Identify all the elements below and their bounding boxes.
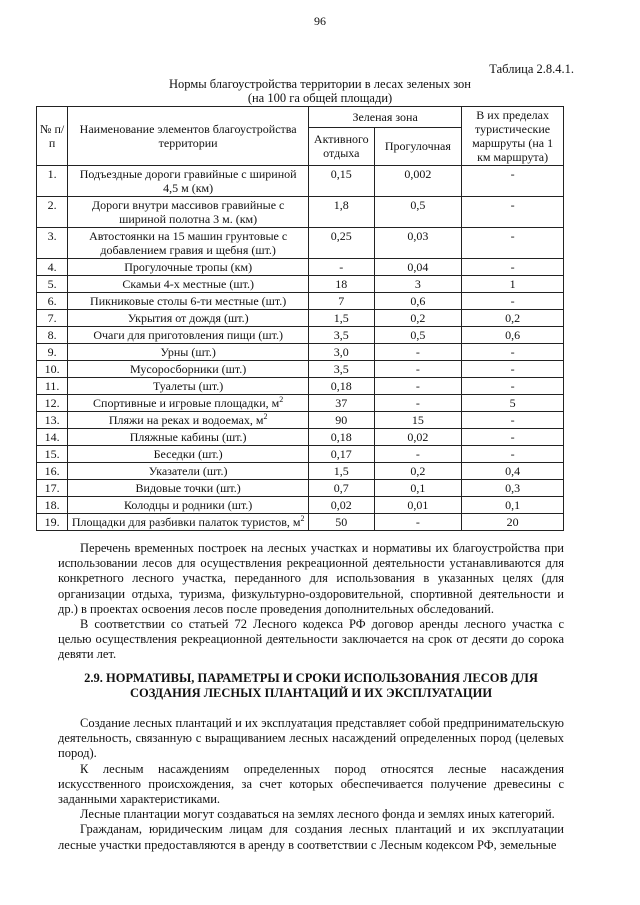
row-walking-cell-text: 0,002 xyxy=(404,167,432,181)
table-subtitle-line: (на 100 га общей площади) xyxy=(247,91,393,105)
table-row xyxy=(37,276,564,293)
table-row xyxy=(37,259,564,276)
row-name-cell-text: Укрытия от дождя (шт.) xyxy=(127,311,249,325)
row-active-cell-text: 90 xyxy=(335,413,348,427)
row-num-cell xyxy=(37,344,68,361)
row-num-cell-text: 14. xyxy=(44,430,60,444)
row-name-cell xyxy=(68,514,309,531)
row-routes-cell-text: 0,3 xyxy=(505,481,521,495)
row-num-cell-text: 15. xyxy=(44,447,60,461)
row-walking-cell xyxy=(374,293,462,310)
row-routes-cell xyxy=(462,497,564,514)
row-active-cell-text: 0,25 xyxy=(330,229,352,243)
row-routes-cell-text: 0,1 xyxy=(505,498,521,512)
row-name-cell-text: Туалеты (шт.) xyxy=(153,379,224,393)
row-routes-cell-text: - xyxy=(510,413,515,427)
paragraph-text: В соответствии со статьей 72 Лесного кодекса РФ договор аренды лесного участка с целью осуществления рекреационной деятельности заключается на срок от десяти до сорока девяти лет. xyxy=(58,617,564,662)
row-num-cell-text: 3. xyxy=(47,229,57,243)
page-number: 96 xyxy=(314,14,326,28)
header-active: Активного отдыха xyxy=(309,127,374,165)
row-walking-cell-text: 0,5 xyxy=(410,198,426,212)
row-name-cell-text: Пляжные кабины (шт.) xyxy=(129,430,247,444)
row-active-cell-text: 0,17 xyxy=(330,447,352,461)
row-num-cell-text: 16. xyxy=(44,464,60,478)
row-active-cell xyxy=(309,361,374,378)
row-routes-cell xyxy=(462,446,564,463)
row-name-cell xyxy=(68,463,309,480)
row-routes-cell-text: 0,6 xyxy=(505,328,521,342)
row-walking-cell-text: 0,04 xyxy=(407,260,429,274)
row-num-cell-text: 5. xyxy=(47,277,57,291)
row-walking-cell xyxy=(374,327,462,344)
row-active-cell-text: 3,5 xyxy=(333,328,349,342)
row-num-cell xyxy=(37,276,68,293)
row-routes-cell-text: - xyxy=(510,167,515,181)
row-num-cell-text: 8. xyxy=(47,328,57,342)
row-routes-cell xyxy=(462,361,564,378)
row-active-cell-text: 3,5 xyxy=(333,362,349,376)
row-walking-cell-text: 0,03 xyxy=(407,229,429,243)
superscript: 2 xyxy=(279,395,284,404)
table-row xyxy=(37,166,564,197)
row-num-cell xyxy=(37,463,68,480)
row-routes-cell xyxy=(462,293,564,310)
row-routes-cell-text: - xyxy=(510,345,515,359)
header-name: Наименование элементов благоустройства территории xyxy=(68,107,309,166)
row-routes-cell-text: - xyxy=(510,430,515,444)
table-body xyxy=(37,166,564,531)
paragraph-text: Лесные плантации могут создаваться на землях лесного фонда и землях иных категорий. xyxy=(80,807,555,822)
table-row xyxy=(37,361,564,378)
row-num-cell xyxy=(37,293,68,310)
row-num-cell xyxy=(37,197,68,228)
row-name-cell-text: Дороги внутри массивов гравийные с шириной полотна 3 м. (км) xyxy=(91,198,285,226)
row-name-cell xyxy=(68,293,309,310)
row-name-cell xyxy=(68,446,309,463)
row-num-cell-text: 17. xyxy=(44,481,60,495)
row-routes-cell xyxy=(462,378,564,395)
row-walking-cell xyxy=(374,228,462,259)
row-walking-cell-text: 0,6 xyxy=(410,294,426,308)
row-active-cell xyxy=(309,259,374,276)
row-walking-cell xyxy=(374,276,462,293)
row-name-cell xyxy=(68,276,309,293)
table-row xyxy=(37,310,564,327)
row-active-cell xyxy=(309,166,374,197)
row-walking-cell xyxy=(374,166,462,197)
row-walking-cell-text: 0,5 xyxy=(410,328,426,342)
row-active-cell-text: 0,18 xyxy=(330,379,352,393)
row-num-cell xyxy=(37,514,68,531)
row-routes-cell xyxy=(462,310,564,327)
row-num-cell-text: 7. xyxy=(47,311,57,325)
norms-table xyxy=(36,106,564,531)
row-walking-cell-text: - xyxy=(415,447,420,461)
row-routes-cell xyxy=(462,228,564,259)
row-routes-cell xyxy=(462,276,564,293)
row-num-cell-text: 19. xyxy=(44,515,60,529)
row-name-cell xyxy=(68,429,309,446)
row-num-cell-text: 11. xyxy=(44,379,60,393)
row-walking-cell-text: 0,1 xyxy=(410,481,426,495)
row-name-cell-text: Колодцы и родники (шт.) xyxy=(123,498,253,512)
row-name-cell xyxy=(68,259,309,276)
row-num-cell-text: 12. xyxy=(44,396,60,410)
row-walking-cell-text: 0,2 xyxy=(410,464,426,478)
row-walking-cell xyxy=(374,395,462,412)
row-routes-cell xyxy=(462,514,564,531)
row-active-cell xyxy=(309,480,374,497)
row-active-cell xyxy=(309,429,374,446)
row-walking-cell-text: - xyxy=(415,515,420,529)
row-num-cell xyxy=(37,412,68,429)
row-name-cell-text: Автостоянки на 15 машин грунтовые с добавлением гравия и щебня (шт.) xyxy=(89,229,288,257)
row-walking-cell xyxy=(374,446,462,463)
table-row xyxy=(37,497,564,514)
row-active-cell xyxy=(309,327,374,344)
row-num-cell xyxy=(37,378,68,395)
row-walking-cell xyxy=(374,197,462,228)
row-routes-cell xyxy=(462,395,564,412)
row-name-cell xyxy=(68,327,309,344)
row-active-cell xyxy=(309,514,374,531)
table-row xyxy=(37,412,564,429)
row-name-cell xyxy=(68,228,309,259)
row-active-cell-text: - xyxy=(339,260,344,274)
row-num-cell xyxy=(37,446,68,463)
row-walking-cell xyxy=(374,344,462,361)
table-row xyxy=(37,514,564,531)
row-walking-cell-text: 3 xyxy=(414,277,421,291)
row-walking-cell-text: 0,01 xyxy=(407,498,429,512)
header-walking: Прогулочная xyxy=(374,127,462,165)
row-active-cell xyxy=(309,412,374,429)
row-name-cell-text: Подъездные дороги гравийные с шириной 4,5 м (км) xyxy=(79,167,297,195)
row-routes-cell-text: 1 xyxy=(509,277,516,291)
paragraph-text: К лесным насаждениям определенных пород относятся лесные насаждения искусственного происхождения, за счет которых обеспечивается получение древесины с заданными характеристиками. xyxy=(58,761,564,807)
row-active-cell-text: 50 xyxy=(335,515,348,529)
row-num-cell xyxy=(37,327,68,344)
row-active-cell xyxy=(309,310,374,327)
table-title xyxy=(36,77,604,105)
table-row xyxy=(37,446,564,463)
row-active-cell xyxy=(309,395,374,412)
row-routes-cell-text: 0,4 xyxy=(505,464,521,478)
row-walking-cell xyxy=(374,361,462,378)
row-walking-cell xyxy=(374,259,462,276)
row-name-cell xyxy=(68,166,309,197)
row-routes-cell-text: 20 xyxy=(506,515,519,529)
row-routes-cell xyxy=(462,197,564,228)
row-active-cell xyxy=(309,497,374,514)
row-name-cell xyxy=(68,480,309,497)
row-routes-cell-text: - xyxy=(510,362,515,376)
row-routes-cell-text: - xyxy=(510,260,515,274)
row-active-cell-text: 37 xyxy=(335,396,348,410)
row-walking-cell-text: - xyxy=(415,379,420,393)
row-name-cell-text: Беседки (шт.) xyxy=(153,447,223,461)
row-active-cell-text: 7 xyxy=(338,294,345,308)
row-routes-cell xyxy=(462,327,564,344)
row-walking-cell-text: - xyxy=(415,362,420,376)
superscript: 2 xyxy=(263,412,268,421)
row-walking-cell xyxy=(374,497,462,514)
table-row xyxy=(37,463,564,480)
row-num-cell-text: 18. xyxy=(44,498,60,512)
row-num-cell-text: 1. xyxy=(47,167,57,181)
row-num-cell-text: 9. xyxy=(47,345,57,359)
row-active-cell-text: 1,8 xyxy=(333,198,349,212)
row-active-cell xyxy=(309,446,374,463)
row-active-cell xyxy=(309,197,374,228)
row-name-cell-text: Указатели (шт.) xyxy=(148,464,228,478)
row-routes-cell-text: 5 xyxy=(509,396,516,410)
table-row xyxy=(37,378,564,395)
row-walking-cell-text: 0,02 xyxy=(407,430,429,444)
row-num-cell xyxy=(37,361,68,378)
row-num-cell-text: 10. xyxy=(44,362,60,376)
row-routes-cell xyxy=(462,344,564,361)
row-walking-cell-text: 0,2 xyxy=(410,311,426,325)
table-row xyxy=(37,327,564,344)
row-name-cell-text: Урны (шт.) xyxy=(160,345,216,359)
row-routes-cell-text: 0,2 xyxy=(505,311,521,325)
row-name-cell-text: Очаги для приготовления пищи (шт.) xyxy=(93,328,283,342)
row-active-cell-text: 0,02 xyxy=(330,498,352,512)
row-routes-cell-text: - xyxy=(510,379,515,393)
row-name-cell-text: Пикниковые столы 6-ти местные (шт.) xyxy=(90,294,287,308)
row-num-cell-text: 6. xyxy=(47,294,57,308)
section-heading: 2.9. НОРМАТИВЫ, ПАРАМЕТРЫ И СРОКИ ИСПОЛЬЗОВАНИЯ ЛЕСОВ ДЛЯ СОЗДАНИЯ ЛЕСНЫХ ПЛАНТАЦИЙ И ИХ ЭКСПЛУАТАЦИИ xyxy=(84,671,538,700)
row-routes-cell-text: - xyxy=(510,447,515,461)
row-num-cell xyxy=(37,429,68,446)
header-num: № п/п xyxy=(37,107,68,166)
paragraph-temporary-buildings xyxy=(58,541,564,663)
row-routes-cell-text: - xyxy=(510,294,515,308)
row-routes-cell-text: - xyxy=(510,198,515,212)
table-label: Таблица 2.8.4.1. xyxy=(489,62,574,76)
row-num-cell xyxy=(37,395,68,412)
row-active-cell xyxy=(309,463,374,480)
paragraph-text: Перечень временных построек на лесных участках и нормативы их благоустройства при использовании лесов для осуществления рекреационной деятельности устанавливаются для конкретного лесного участка, переданного для использования в указанных целях (для организации отдыха, туризма, физкультурно-оздоровительной, спортивной деятельности и др.) в проектах освоения лесов после проведения дополнительных обследований. xyxy=(58,541,564,616)
row-active-cell-text: 0,18 xyxy=(330,430,352,444)
table-row xyxy=(37,395,564,412)
row-name-cell-text: Скамьи 4-х местные (шт.) xyxy=(122,277,254,291)
header-routes: В их пределах туристические маршруты (на 1 км маршрута) xyxy=(462,107,564,166)
row-walking-cell-text: - xyxy=(415,396,420,410)
row-walking-cell xyxy=(374,463,462,480)
row-active-cell-text: 1,5 xyxy=(333,464,349,478)
table-row xyxy=(37,344,564,361)
row-name-cell xyxy=(68,361,309,378)
row-active-cell xyxy=(309,293,374,310)
row-active-cell xyxy=(309,276,374,293)
row-name-cell-text: Спортивные и игровые площадки, м xyxy=(93,396,280,410)
row-routes-cell xyxy=(462,166,564,197)
row-routes-cell xyxy=(462,429,564,446)
row-num-cell-text: 13. xyxy=(44,413,60,427)
row-routes-cell xyxy=(462,463,564,480)
row-active-cell xyxy=(309,344,374,361)
table-row xyxy=(37,293,564,310)
row-walking-cell xyxy=(374,378,462,395)
row-name-cell xyxy=(68,412,309,429)
row-num-cell-text: 2. xyxy=(47,198,57,212)
table-row xyxy=(37,228,564,259)
row-walking-cell xyxy=(374,412,462,429)
row-name-cell xyxy=(68,497,309,514)
row-routes-cell-text: - xyxy=(510,229,515,243)
row-name-cell xyxy=(68,344,309,361)
row-name-cell xyxy=(68,378,309,395)
paragraph-text: Гражданам, юридическим лицам для создания лесных плантаций и их эксплуатации лесные участки предоставляются в аренду в соответствии с Лесным кодексом РФ, земельные xyxy=(58,822,564,852)
paragraph-text: Создание лесных плантаций и их эксплуатация представляет собой предпринимательскую деятельность, связанную с выращиванием лесных насаждений определенных пород (целевых пород). xyxy=(58,716,564,761)
row-num-cell xyxy=(37,480,68,497)
row-active-cell xyxy=(309,228,374,259)
row-name-cell-text: Площадки для разбивки палаток туристов, м xyxy=(71,515,301,529)
row-num-cell xyxy=(37,166,68,197)
table-title-line: Нормы благоустройства территории в лесах зеленых зон xyxy=(168,77,471,91)
table-row xyxy=(37,197,564,228)
row-walking-cell xyxy=(374,514,462,531)
row-name-cell xyxy=(68,395,309,412)
row-active-cell xyxy=(309,378,374,395)
row-routes-cell xyxy=(462,480,564,497)
row-routes-cell xyxy=(462,259,564,276)
row-name-cell-text: Мусоросборники (шт.) xyxy=(130,362,247,376)
row-num-cell xyxy=(37,497,68,514)
row-num-cell xyxy=(37,310,68,327)
row-walking-cell-text: - xyxy=(415,345,420,359)
row-name-cell xyxy=(68,310,309,327)
header-green-zone: Зеленая зона xyxy=(309,107,462,128)
superscript: 2 xyxy=(300,514,305,523)
row-num-cell-text: 4. xyxy=(47,260,57,274)
row-routes-cell xyxy=(462,412,564,429)
row-active-cell-text: 1,5 xyxy=(333,311,349,325)
table-row xyxy=(37,429,564,446)
table-row xyxy=(37,480,564,497)
row-num-cell xyxy=(37,228,68,259)
row-name-cell xyxy=(68,197,309,228)
row-num-cell xyxy=(37,259,68,276)
row-active-cell-text: 3,0 xyxy=(333,345,349,359)
row-name-cell-text: Пляжи на реках и водоемах, м xyxy=(108,413,264,427)
row-name-cell-text: Прогулочные тропы (км) xyxy=(124,260,253,274)
row-walking-cell xyxy=(374,310,462,327)
row-walking-cell-text: 15 xyxy=(411,413,424,427)
row-name-cell-text: Видовые точки (шт.) xyxy=(135,481,241,495)
row-active-cell-text: 18 xyxy=(335,277,348,291)
row-walking-cell xyxy=(374,429,462,446)
row-active-cell-text: 0,15 xyxy=(330,167,352,181)
row-active-cell-text: 0,7 xyxy=(333,481,349,495)
row-walking-cell xyxy=(374,480,462,497)
paragraph-plantations xyxy=(58,716,564,853)
